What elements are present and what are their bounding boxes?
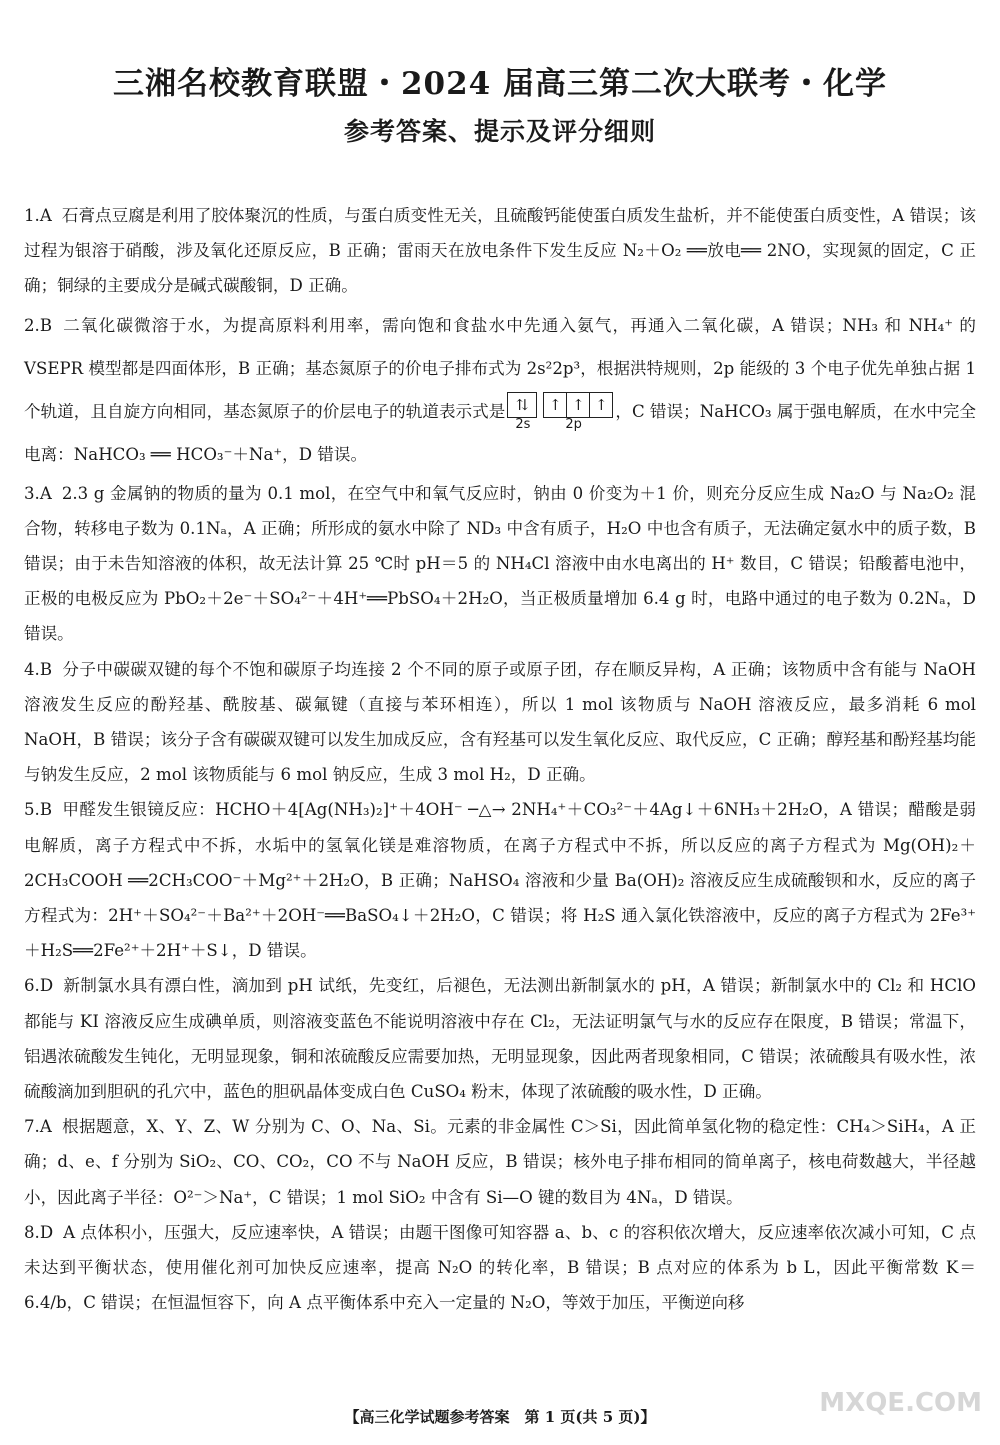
answer-number: 6.D [24,976,54,996]
watermark-logo: MXQE.COM [819,1388,982,1418]
answer-number: 5.B [24,800,53,820]
answer-number: 8.D [24,1222,54,1242]
answer-number: 7.A [24,1117,52,1137]
orbital-2p-box-2: ↑ [566,392,589,418]
answer-list [24,198,976,1320]
answer-explanation: 分子中碳碳双键的每个不饱和碳原子均连接 2 个不同的原子或原子团，存在顺反异构，A 正确；该物质中含有能与 NaOH 溶液发生反应的酚羟基、酰胺基、碳氟键（直接与苯环相连），所以 1 mol 该物质与 NaOH 溶液反应，最多消耗 6 mol NaOH，B 错误；该分子含有碳碳双键可以发生加成反应，含有羟基可以发生氧化反应、取代反应，C 正确；醇羟基和酚羟基均能与钠发生反应，2 mol 该物质能与 6 mol 钠反应，生成 3 mol H₂，D 正确。 [24,659,976,785]
answer-item-5 [24,792,976,968]
answer-item-3 [24,476,976,652]
answer-number: 1.A [24,206,52,225]
orbital-2p-label: 2p [565,417,582,433]
answer-explanation-part-b: ，C 错误；NaHCO₃ 属于强电解质，在水中完全电离：NaHCO₃ ══ HCO₃⁻＋Na⁺，D 错误。 [24,401,976,464]
page-footer: 【高三化学试题参考答案 第 1 页(共 5 页)】 [344,1408,656,1426]
page-title: 三湘名校教育联盟・2024 届高三第二次大联考・化学 [112,66,888,102]
answer-number: 4.B [24,659,53,679]
orbital-diagram [507,392,613,432]
answer-number: 2.B [24,315,53,335]
answer-item-1 [24,198,976,304]
answer-item-2 [24,304,976,476]
answer-item-8 [24,1215,976,1321]
answer-explanation: 石膏点豆腐是利用了胶体聚沉的性质，与蛋白质变性无关，且硫酸钙能使蛋白质发生盐析，并不能使蛋白质变性，A 错误；该过程为银溶于硝酸，涉及氧化还原反应，B 正确；雷雨天在放电条件下发生反应 N₂＋O₂ ══放电══ 2NO，实现氮的固定，C 正确；铜绿的主要成分是碱式碳酸铜，D 正确。 [24,206,976,296]
orbital-2s-box: ⇅ [507,392,537,418]
orbital-2s-label: 2s [515,417,531,433]
orbital-2p-box-3: ↑ [589,392,613,418]
answer-explanation: 新制氯水具有漂白性，滴加到 pH 试纸，先变红，后褪色，无法测出新制氯水的 pH，A 错误；新制氯水中的 Cl₂ 和 HClO 都能与 KI 溶液反应生成碘单质，则溶液变蓝色不能说明溶液中存在 Cl₂，无法证明氯气与水的反应存在限度，B 错误；常温下，铝遇浓硫酸发生钝化，无明显现象，铜和浓硫酸反应需要加热，无明显现象，因此两者现象相同，C 错误；浓硫酸具有吸水性，浓硫酸滴加到胆矾的孔穴中，蓝色的胆矾晶体变成白色 CuSO₄ 粉末，体现了浓硫酸的吸水性，D 正确。 [24,976,976,1102]
page-subtitle: 参考答案、提示及评分细则 [343,117,656,146]
answer-item-6 [24,968,976,1109]
answer-explanation: A 点体积小，压强大，反应速率快，A 错误；由题干图像可知容器 a、b、c 的容积依次增大，反应速率依次减小可知，C 点未达到平衡状态，使用催化剂可加快反应速率，提高 N₂O 的转化率，B 错误；B 点对应的体系为 b L，因此平衡常数 K＝6.4/b，C 错误；在恒温恒容下，向 A 点平衡体系中充入一定量的 N₂O，等效于加压，平衡逆向移 [24,1222,976,1313]
answer-item-4 [24,652,976,793]
answer-explanation: 2.3 g 金属钠的物质的量为 0.1 mol，在空气中和氧气反应时，钠由 0 价变为＋1 价，则充分反应生成 Na₂O 与 Na₂O₂ 混合物，转移电子数为 0.1Nₐ，A 正确；所形成的氨水中除了 ND₃ 中含有质子，H₂O 中也含有质子，无法确定氨水中的质子数，B 错误；由于未告知溶液的体积，故无法计算 25 ℃时 pH＝5 的 NH₄Cl 溶液中由水电离出的 H⁺ 数目，C 错误；铅酸蓄电池中，正极的电极反应为 PbO₂＋2e⁻＋SO₄²⁻＋4H⁺══PbSO₄＋2H₂O，当正极质量增加 6.4 g 时，电路中通过的电子数为 0.2Nₐ，D 错误。 [24,483,976,644]
answer-number: 3.A [24,483,52,503]
answer-explanation: 根据题意，X、Y、Z、W 分别为 C、O、Na、Si。元素的非金属性 C＞Si，因此简单氢化物的稳定性：CH₄＞SiH₄，A 正确；d、e、f 分别为 SiO₂、CO、CO₂，CO 不与 NaOH 反应，B 错误；核外电子排布相同的简单离子，核电荷数越大，半径越小，因此离子半径：O²⁻＞Na⁺，C 错误；1 mol SiO₂ 中含有 Si—O 键的数目为 4Nₐ，D 错误。 [24,1117,976,1207]
answer-explanation-part-a: 二氧化碳微溶于水，为提高原料利用率，需向饱和食盐水中先通入氨气，再通入二氧化碳，A 错误；NH₃ 和 NH₄⁺ 的 VSEPR 模型都是四面体形，B 正确；基态氮原子的价电子排布式为 2s²2p³，根据洪特规则，2p 能级的 3 个电子优先单独占据 1 个轨道，且自旋方向相同，基态氮原子的价层电子的轨道表示式是 [24,315,976,421]
answer-explanation: 甲醛发生银镜反应：HCHO＋4[Ag(NH₃)₂]⁺＋4OH⁻ ─△→ 2NH₄⁺＋CO₃²⁻＋4Ag↓＋6NH₃＋2H₂O，A 错误；醋酸是弱电解质，离子方程式中不拆，水垢中的氢氧化镁是难溶物质，在离子方程式中不拆，所以反应的离子方程式为 Mg(OH)₂＋2CH₃COOH ══2CH₃COO⁻＋Mg²⁺＋2H₂O，B 正确；NaHSO₄ 溶液和少量 Ba(OH)₂ 溶液反应生成硫酸钡和水，反应的离子方程式为：2H⁺＋SO₄²⁻＋Ba²⁺＋2OH⁻══BaSO₄↓＋2H₂O，C 错误；将 H₂S 通入氯化铁溶液中，反应的离子方程式为 2Fe³⁺＋H₂S══2Fe²⁺＋2H⁺＋S↓，D 错误。 [24,800,976,961]
orbital-2p-box-1: ↑ [543,392,566,418]
answer-item-7 [24,1109,976,1215]
